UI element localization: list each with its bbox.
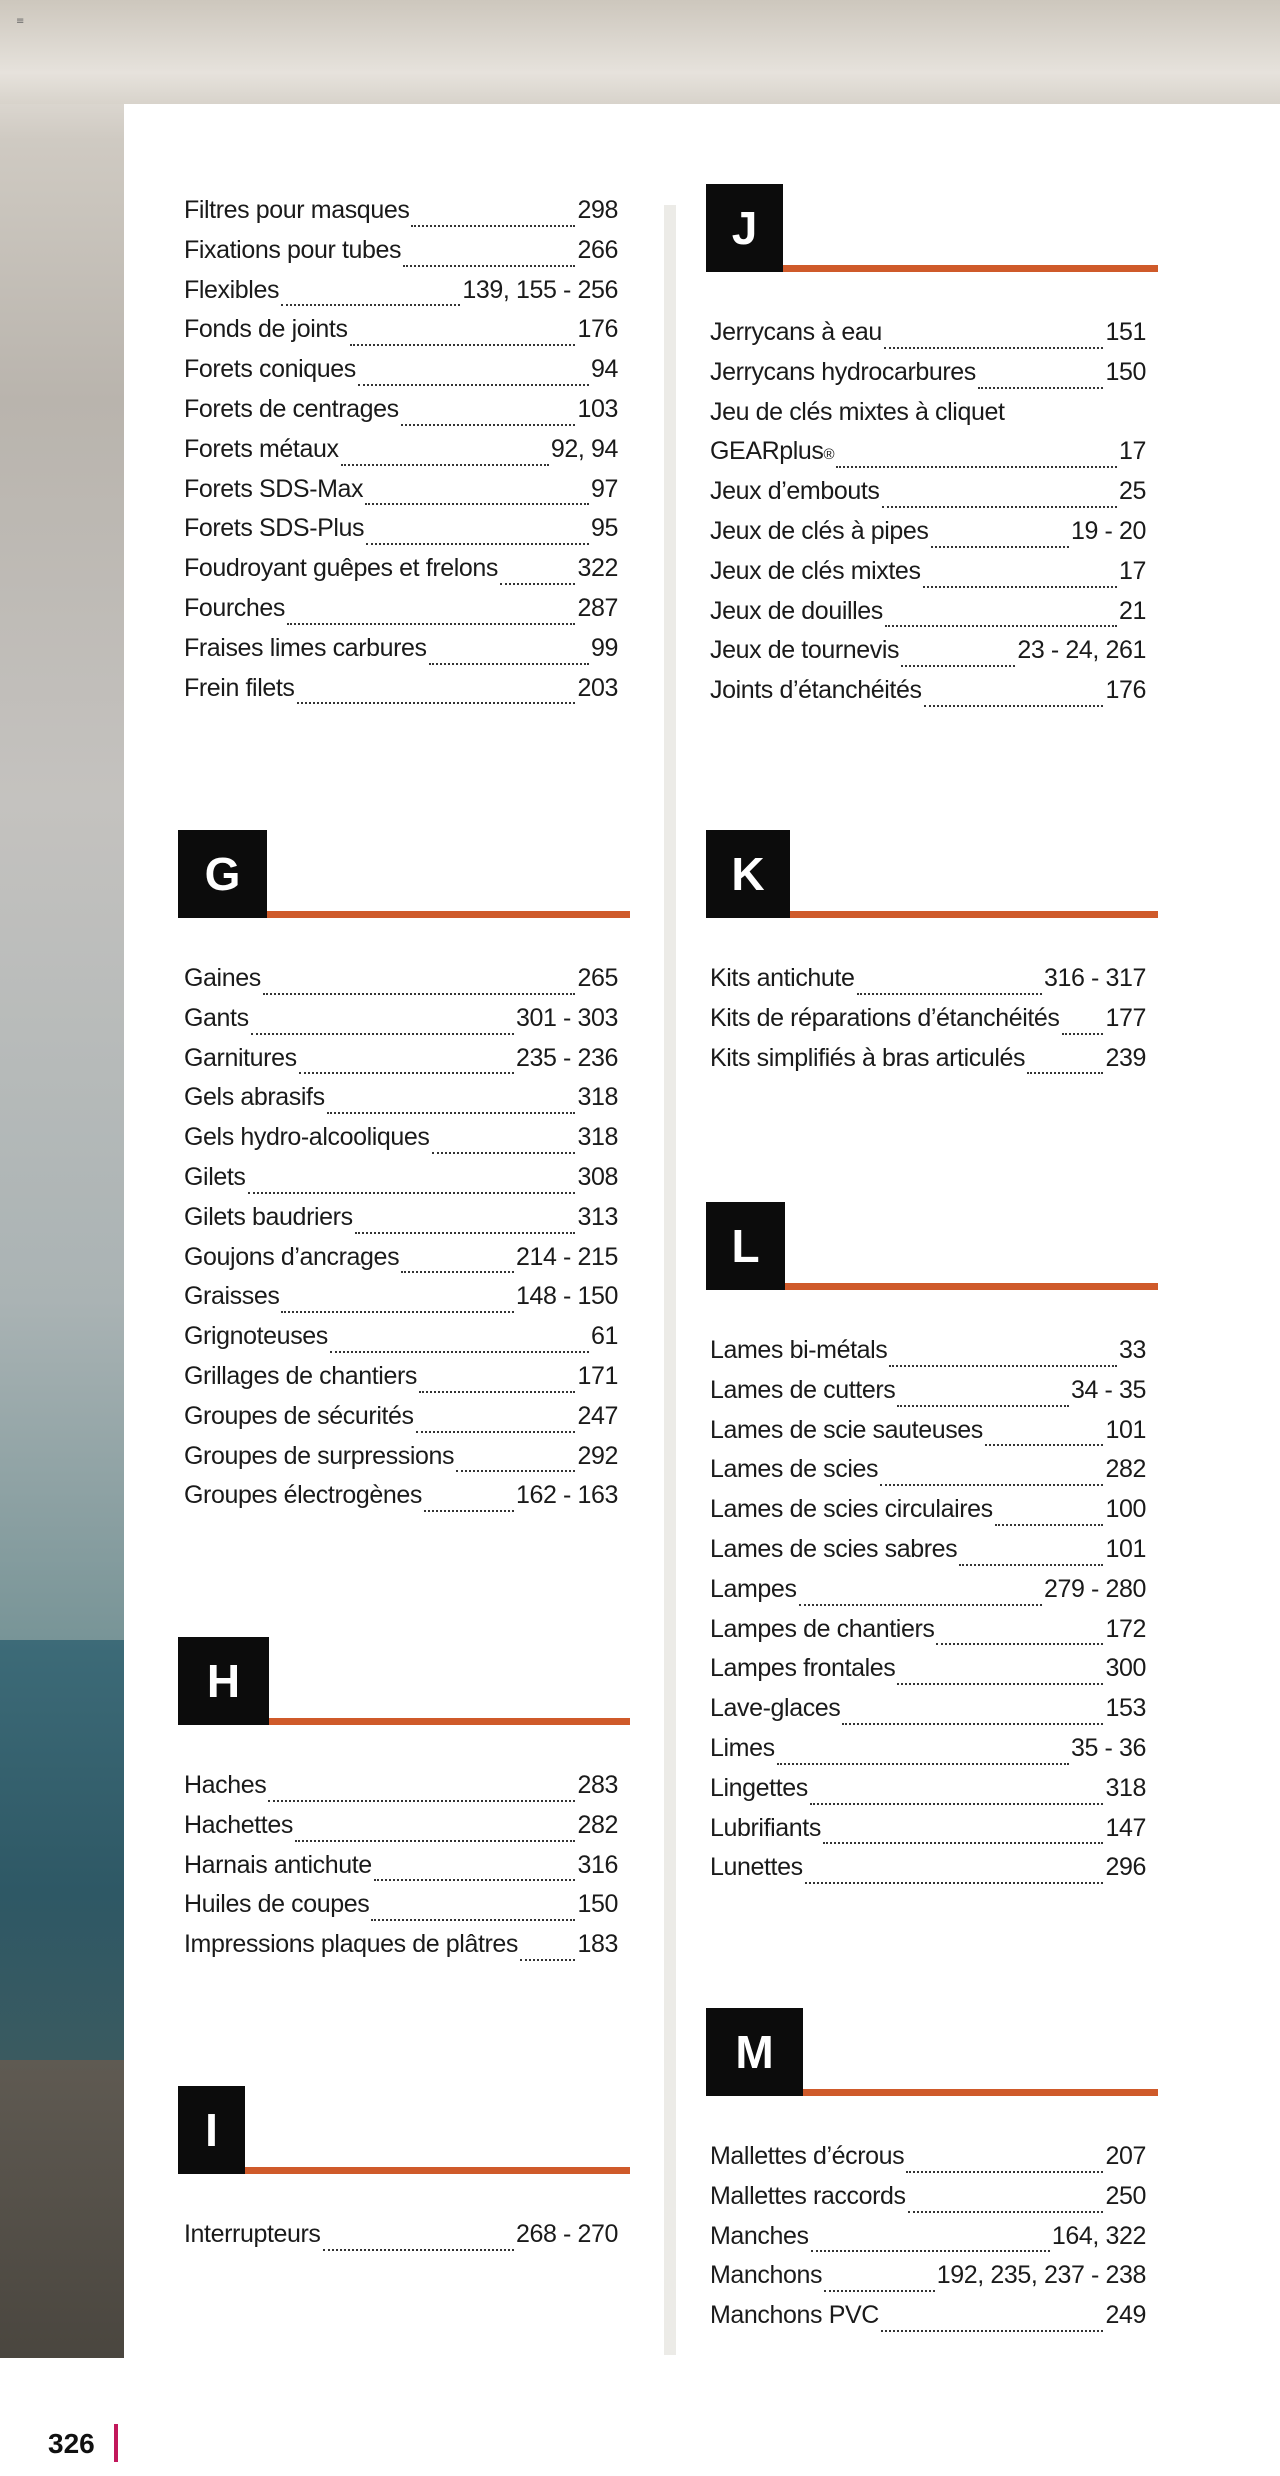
- entry-name: Lingettes: [710, 1773, 808, 1802]
- index-entry: [710, 517, 1146, 557]
- section-rule: [790, 911, 1158, 918]
- entry-name: Forets de centrages: [184, 394, 399, 423]
- dot-leader: [330, 1351, 589, 1353]
- entry-name: Gilets baudriers: [184, 1202, 353, 1231]
- entry-page: 103: [577, 394, 618, 423]
- menu-icon[interactable]: ≡: [16, 16, 25, 27]
- entry-name: Gilets: [184, 1162, 246, 1191]
- entry-name: Flexibles: [184, 275, 280, 304]
- dot-leader: [923, 586, 1117, 588]
- dot-leader: [799, 1604, 1042, 1606]
- index-entry: [184, 276, 618, 316]
- entry-page: 150: [1105, 357, 1146, 386]
- dot-leader: [416, 1431, 576, 1433]
- entry-page: 23 - 24, 261: [1017, 636, 1146, 665]
- entry-page: 308: [577, 1162, 618, 1191]
- index-entry: [710, 964, 1146, 1004]
- index-entry: [184, 315, 618, 355]
- dot-leader: [429, 663, 589, 665]
- index-entry: [184, 674, 618, 714]
- entry-name: Lave-glaces: [710, 1694, 841, 1723]
- entry-page: 171: [577, 1361, 618, 1390]
- index-list-h: [184, 1771, 618, 1970]
- dot-leader: [366, 543, 589, 545]
- entry-page: 139, 155 - 256: [462, 275, 618, 304]
- entry-page: 265: [577, 964, 618, 992]
- entry-page: 176: [1105, 676, 1146, 705]
- entry-page: 268 - 270: [515, 2220, 618, 2248]
- dot-leader: [931, 546, 1069, 548]
- index-entry: [184, 554, 618, 594]
- index-entry: [710, 358, 1146, 398]
- section-rule: [269, 1718, 630, 1725]
- entry-page: 318: [577, 1123, 618, 1152]
- section-letter-h: H: [178, 1637, 269, 1725]
- dot-leader: [881, 2330, 1104, 2332]
- entry-name: Gels abrasifs: [184, 1083, 325, 1112]
- entry-name: Gaines: [184, 964, 261, 992]
- section-letter-i: I: [178, 2086, 245, 2174]
- entry-page: 176: [577, 315, 618, 344]
- page-footer: [0, 2358, 1280, 2476]
- dot-leader: [836, 466, 1117, 468]
- index-entry: [710, 2182, 1146, 2222]
- entry-name: Forets SDS-Plus: [184, 514, 365, 543]
- column-divider: [664, 205, 676, 2355]
- entry-page: 300: [1105, 1654, 1146, 1683]
- entry-page: 282: [1105, 1455, 1146, 1484]
- background-bench: [0, 2060, 125, 2360]
- dot-leader: [297, 702, 576, 704]
- index-entry: [710, 2301, 1146, 2341]
- index-entry: [710, 597, 1146, 637]
- index-entry: [710, 1774, 1146, 1814]
- entry-page: 147: [1105, 1813, 1146, 1842]
- entry-name: Lames de cutters: [710, 1375, 896, 1404]
- index-entry: [710, 1495, 1146, 1535]
- entry-name: Kits antichute: [710, 964, 855, 992]
- entry-name: Haches: [184, 1771, 267, 1799]
- entry-page: 313: [577, 1202, 618, 1231]
- entry-page: 250: [1105, 2181, 1146, 2210]
- dot-leader: [411, 225, 575, 227]
- entry-page: 203: [577, 673, 618, 702]
- entry-page: 318: [577, 1083, 618, 1112]
- index-entry: [710, 557, 1146, 597]
- dot-leader: [401, 1271, 514, 1273]
- index-entry: [184, 1851, 618, 1891]
- index-entry: [710, 2261, 1146, 2301]
- dot-leader: [906, 2171, 1103, 2173]
- index-entry: [184, 196, 618, 236]
- dot-leader: [936, 1643, 1103, 1645]
- entry-page: 279 - 280: [1043, 1574, 1146, 1603]
- entry-page: 239: [1105, 1043, 1146, 1072]
- entry-name: Foudroyant guêpes et frelons: [184, 554, 499, 583]
- dot-leader: [358, 384, 589, 386]
- index-entry: [710, 2222, 1146, 2262]
- page-number: 326: [48, 2428, 95, 2459]
- index-entry: [184, 1811, 618, 1851]
- index-entry: [184, 355, 618, 395]
- entry-name: Forets SDS-Max: [184, 474, 364, 503]
- section-header-m: [706, 2008, 1158, 2100]
- index-entry: [710, 318, 1146, 358]
- entry-page: 292: [577, 1441, 618, 1470]
- entry-name: Lunettes: [710, 1853, 803, 1882]
- section-rule: [267, 911, 630, 918]
- entry-page: 153: [1105, 1694, 1146, 1723]
- entry-name: Mallettes d’écrous: [710, 2142, 905, 2170]
- index-entry: [184, 435, 618, 475]
- dot-leader: [805, 1882, 1104, 1884]
- dot-leader: [995, 1524, 1104, 1526]
- entry-name: Lampes de chantiers: [710, 1614, 935, 1643]
- section-rule: [245, 2167, 630, 2174]
- dot-leader: [811, 2250, 1050, 2252]
- entry-name: Lampes: [710, 1574, 797, 1603]
- background-machine: [0, 1640, 125, 2060]
- index-entry: [184, 514, 618, 554]
- entry-page: 296: [1105, 1853, 1146, 1882]
- dot-leader: [263, 993, 576, 995]
- index-entry: [184, 1163, 618, 1203]
- dot-leader: [842, 1723, 1103, 1725]
- entry-page: 17: [1118, 437, 1146, 466]
- index-list-k: [710, 964, 1146, 1083]
- dot-leader: [823, 1842, 1104, 1844]
- index-entry: [710, 1376, 1146, 1416]
- entry-name: Lames de scies: [710, 1455, 879, 1484]
- section-header-g: [178, 830, 630, 922]
- entry-name: Manches: [710, 2221, 809, 2250]
- entry-name: Joints d’étanchéités: [710, 676, 922, 705]
- index-entry: [710, 676, 1146, 716]
- entry-name: Filtres pour masques: [184, 196, 410, 224]
- entry-name: Huiles de coupes: [184, 1890, 370, 1919]
- index-entry: [184, 1890, 618, 1930]
- index-entry: [710, 1694, 1146, 1734]
- entry-page: 183: [577, 1930, 618, 1959]
- dot-leader: [882, 506, 1117, 508]
- dot-leader: [924, 705, 1104, 707]
- entry-page: 316: [577, 1850, 618, 1879]
- entry-page: 287: [577, 593, 618, 622]
- dot-leader: [403, 265, 575, 267]
- entry-page: 162 - 163: [515, 1481, 618, 1510]
- entry-page: 17: [1118, 556, 1146, 585]
- entry-name: Forets coniques: [184, 355, 356, 384]
- entry-name: Garnitures: [184, 1043, 297, 1072]
- entry-page: 192, 235, 237 - 238: [936, 2261, 1146, 2290]
- index-entry: [184, 1004, 618, 1044]
- entry-page: 247: [577, 1401, 618, 1430]
- index-entry: [184, 395, 618, 435]
- entry-page: 148 - 150: [515, 1282, 618, 1311]
- entry-page: 316 - 317: [1043, 964, 1146, 992]
- index-entry: [184, 1203, 618, 1243]
- entry-page: 101: [1105, 1415, 1146, 1444]
- dot-leader: [1062, 1033, 1104, 1035]
- section-rule: [783, 265, 1158, 272]
- dot-leader: [897, 1683, 1103, 1685]
- index-entry: [184, 1771, 618, 1811]
- index-entry: [184, 236, 618, 276]
- index-entry: [710, 1575, 1146, 1615]
- dot-leader: [884, 347, 1104, 349]
- entry-name: Lames de scie sauteuses: [710, 1415, 983, 1444]
- index-entry: [710, 1734, 1146, 1774]
- dot-leader: [268, 1800, 575, 1802]
- index-entry: [184, 1044, 618, 1084]
- entry-page: 34 - 35: [1070, 1375, 1146, 1404]
- dot-leader: [248, 1192, 576, 1194]
- dot-leader: [978, 387, 1104, 389]
- entry-page: 151: [1105, 318, 1146, 346]
- index-entry: [184, 475, 618, 515]
- entry-name: Lames bi-métals: [710, 1336, 888, 1364]
- dot-leader: [959, 1564, 1103, 1566]
- entry-page: 266: [577, 235, 618, 264]
- section-letter-k: K: [706, 830, 790, 918]
- dot-leader: [401, 424, 576, 426]
- dot-leader: [520, 1959, 575, 1961]
- entry-name: Jeux de douilles: [710, 596, 883, 625]
- section-header-k: [706, 830, 1158, 922]
- dot-leader: [341, 464, 549, 466]
- index-entry: [184, 1322, 618, 1362]
- entry-page: 282: [577, 1810, 618, 1839]
- index-entry: [710, 1853, 1146, 1893]
- index-list-f: [184, 196, 618, 713]
- section-letter-m: M: [706, 2008, 803, 2096]
- index-entry: [710, 437, 1146, 477]
- dot-leader: [327, 1112, 576, 1114]
- entry-page: 94: [590, 355, 618, 384]
- entry-page: 177: [1105, 1003, 1146, 1032]
- entry-page: 35 - 36: [1070, 1733, 1146, 1762]
- index-entry: [710, 477, 1146, 517]
- entry-name: Grignoteuses: [184, 1322, 328, 1351]
- index-entry: [184, 1362, 618, 1402]
- entry-name: Impressions plaques de plâtres: [184, 1930, 519, 1959]
- dot-leader: [500, 583, 575, 585]
- dot-leader: [323, 2249, 514, 2251]
- dot-leader: [287, 623, 575, 625]
- dot-leader: [880, 1484, 1103, 1486]
- entry-name: Grillages de chantiers: [184, 1361, 417, 1390]
- section-letter-g: G: [178, 830, 267, 918]
- entry-page: 97: [590, 474, 618, 503]
- entry-name: Jeux de tournevis: [710, 636, 900, 665]
- entry-page: 61: [590, 1322, 618, 1351]
- dot-leader: [1027, 1072, 1103, 1074]
- entry-name: Jeux de clés mixtes: [710, 556, 921, 585]
- section-header-j: [706, 184, 1158, 276]
- dot-leader: [299, 1072, 514, 1074]
- index-entry: [184, 1442, 618, 1482]
- registered-mark: ®: [823, 446, 835, 464]
- dot-leader: [350, 344, 576, 346]
- entry-name: Limes: [710, 1733, 775, 1762]
- entry-name: Interrupteurs: [184, 2220, 321, 2248]
- dot-leader: [424, 1510, 514, 1512]
- entry-name: Forets métaux: [184, 434, 339, 463]
- index-entry: [710, 1044, 1146, 1084]
- index-entry: [184, 1481, 618, 1521]
- dot-leader: [985, 1444, 1104, 1446]
- entry-name: Harnais antichute: [184, 1850, 372, 1879]
- entry-name: Lampes frontales: [710, 1654, 896, 1683]
- page-number-bar: [114, 2424, 118, 2462]
- entry-name: Mallettes raccords: [710, 2181, 906, 2210]
- entry-page: 301 - 303: [515, 1003, 618, 1032]
- index-entry: [710, 398, 1146, 438]
- dot-leader: [281, 1311, 514, 1313]
- dot-leader: [824, 2290, 935, 2292]
- dot-leader: [355, 1232, 576, 1234]
- entry-page: 214 - 215: [515, 1242, 618, 1271]
- entry-page: 99: [590, 633, 618, 662]
- entry-page: 33: [1118, 1336, 1146, 1364]
- index-entry: [184, 1243, 618, 1283]
- index-entry: [184, 1402, 618, 1442]
- dot-leader: [897, 1405, 1069, 1407]
- section-header-h: [178, 1637, 630, 1729]
- section-letter-j: J: [706, 184, 783, 272]
- dot-leader: [908, 2211, 1104, 2213]
- section-header-l: [706, 1202, 1158, 1294]
- index-entry: [184, 964, 618, 1004]
- index-entry: [710, 1336, 1146, 1376]
- index-entry: [184, 2220, 618, 2260]
- entry-page: 235 - 236: [515, 1043, 618, 1072]
- index-list-m: [710, 2142, 1146, 2341]
- entry-page: 92, 94: [550, 434, 618, 463]
- entry-page: 318: [1105, 1773, 1146, 1802]
- entry-name: Fourches: [184, 593, 286, 622]
- section-rule: [785, 1283, 1158, 1290]
- entry-page: 95: [590, 514, 618, 543]
- entry-name: Fixations pour tubes: [184, 235, 402, 264]
- index-entry: [184, 1083, 618, 1123]
- entry-name: Jeux d’embouts: [710, 477, 880, 506]
- entry-name: Gants: [184, 1003, 249, 1032]
- entry-name: Goujons d’ancrages: [184, 1242, 400, 1271]
- entry-name: Manchons: [710, 2261, 823, 2290]
- entry-name: Kits de réparations d’étanchéités: [710, 1003, 1060, 1032]
- dot-leader: [432, 1152, 576, 1154]
- index-entry: [710, 1615, 1146, 1655]
- index-entry: [710, 1535, 1146, 1575]
- index-list-i: [184, 2220, 618, 2260]
- entry-page: 150: [577, 1890, 618, 1919]
- index-entry: [710, 1004, 1146, 1044]
- dot-leader: [251, 1033, 514, 1035]
- index-list-j: [710, 318, 1146, 716]
- entry-name: Graisses: [184, 1282, 280, 1311]
- entry-name: Jerrycans à eau: [710, 318, 882, 346]
- index-entry: [710, 2142, 1146, 2182]
- index-list-g: [184, 964, 618, 1521]
- entry-page: 207: [1105, 2142, 1146, 2170]
- entry-page: 172: [1105, 1614, 1146, 1643]
- entry-name: Groupes électrogènes: [184, 1481, 422, 1510]
- dot-leader: [281, 304, 460, 306]
- entry-page: 25: [1118, 477, 1146, 506]
- entry-name: Lames de scies sabres: [710, 1534, 958, 1563]
- entry-name: Lames de scies circulaires: [710, 1495, 993, 1524]
- dot-leader: [419, 1391, 575, 1393]
- entry-name: Manchons PVC: [710, 2301, 879, 2330]
- index-entry: [184, 1123, 618, 1163]
- entry-page: 100: [1105, 1495, 1146, 1524]
- entry-page: 164, 322: [1051, 2221, 1146, 2250]
- entry-name: Frein filets: [184, 673, 295, 702]
- entry-page: 101: [1105, 1534, 1146, 1563]
- dot-leader: [885, 625, 1117, 627]
- entry-name: Jeu de clés mixtes à cliquet: [710, 397, 1005, 426]
- entry-name: Kits simplifiés à bras articulés: [710, 1043, 1026, 1072]
- entry-name: Groupes de surpressions: [184, 1441, 455, 1470]
- dot-leader: [374, 1879, 576, 1881]
- entry-page: 283: [577, 1771, 618, 1799]
- section-rule: [803, 2089, 1158, 2096]
- index-entry: [184, 634, 618, 674]
- entry-page: 249: [1105, 2301, 1146, 2330]
- section-header-i: [178, 2086, 630, 2178]
- index-entry: [184, 594, 618, 634]
- index-entry: [710, 1455, 1146, 1495]
- entry-name: Jeux de clés à pipes: [710, 516, 929, 545]
- entry-name: Fraises limes carbures: [184, 633, 427, 662]
- index-entry: [710, 636, 1146, 676]
- dot-leader: [889, 1365, 1117, 1367]
- dot-leader: [810, 1803, 1104, 1805]
- dot-leader: [777, 1763, 1069, 1765]
- entry-name: Fonds de joints: [184, 315, 348, 344]
- index-entry: [184, 1282, 618, 1322]
- entry-name: GEARplus: [710, 437, 824, 466]
- index-entry: [710, 1654, 1146, 1694]
- dot-leader: [901, 665, 1015, 667]
- entry-name: Lubrifiants: [710, 1813, 821, 1842]
- entry-page: 21: [1118, 596, 1146, 625]
- entry-page: 19 - 20: [1070, 516, 1146, 545]
- entry-name: Hachettes: [184, 1810, 293, 1839]
- index-entry: [184, 1930, 618, 1970]
- entry-name: Groupes de sécurités: [184, 1401, 414, 1430]
- entry-name: Jerrycans hydrocarbures: [710, 357, 976, 386]
- index-list-l: [710, 1336, 1146, 1893]
- dot-leader: [365, 503, 589, 505]
- background-ceiling: [0, 0, 1280, 104]
- entry-page: 322: [577, 554, 618, 583]
- entry-name: Gels hydro-alcooliques: [184, 1123, 430, 1152]
- index-entry: [710, 1416, 1146, 1456]
- dot-leader: [857, 993, 1042, 995]
- section-letter-l: L: [706, 1202, 785, 1290]
- dot-leader: [371, 1919, 575, 1921]
- dot-leader: [295, 1840, 576, 1842]
- entry-page: 298: [577, 196, 618, 224]
- dot-leader: [456, 1470, 575, 1472]
- index-entry: [710, 1814, 1146, 1854]
